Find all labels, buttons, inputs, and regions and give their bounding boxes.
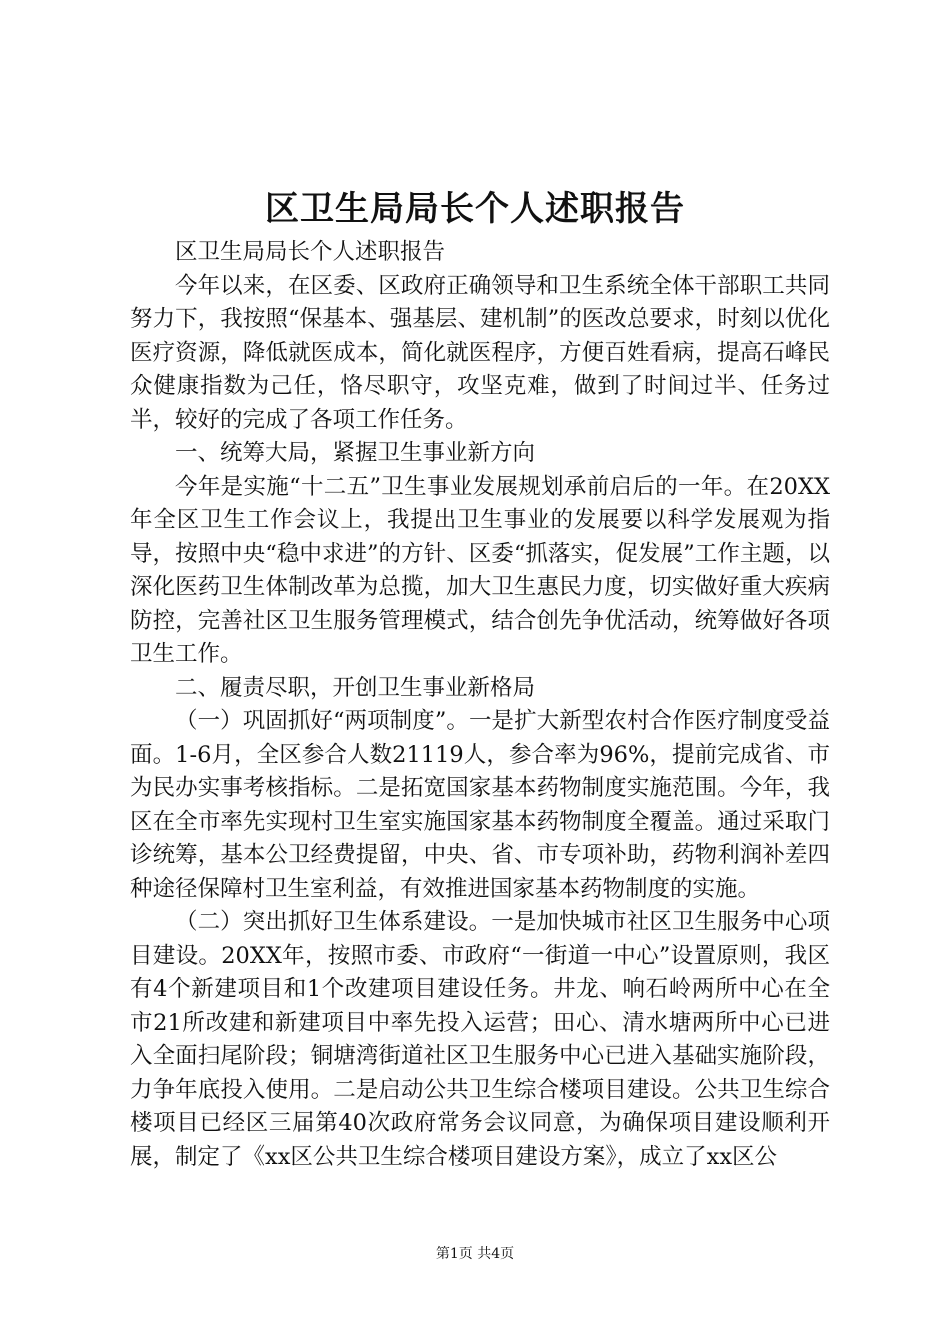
paragraph-section-1: 今年是实施“十二五”卫生事业发展规划承前启后的一年。在20XX年全区卫生工作会议上，我提出卫生事业的发展要以科学发展观为指导，按照中央“稳中求进”的方针、区委“抓落实，促发展”工作主题，以深化医药卫生体制改革为总揽，加大卫生惠民力度，切实做好重大疾病防控，完善社区卫生服务管理模式，结合创先争优活动，统筹做好各项卫生工作。 [130, 473, 830, 667]
section-heading-2: 二、履责尽职，开创卫生事业新格局 [175, 674, 536, 701]
paragraph-subsection-1: （一）巩固抓好“两项制度”。一是扩大新型农村合作医疗制度受益面。1-6月，全区参合人数21119人，参合率为96%，提前完成省、市为民办实事考核指标。二是拓宽国家基本药物制度实施范围。今年，我区在全市率先实现村卫生室实施国家基本药物制度全覆盖。通过采取门诊统筹，基本公卫经费提留，中央、省、市专项补助，药物利润补差四种途径保障村卫生室利益，有效推进国家基本药物制度的实施。 [130, 708, 830, 902]
section-heading-1: 一、统筹大局，紧握卫生事业新方向 [175, 440, 536, 466]
paragraph-intro: 今年以来，在区委、区政府正确领导和卫生系统全体干部职工共同努力下，我按照“保基本、强基层、建机制”的医改总要求，时刻以优化医疗资源，降低就医成本，简化就医程序，方便百姓看病，提高石峰民众健康指数为己任，恪尽职守，攻坚克难，做到了时间过半、任务过半，较好的完成了各项工作任务。 [130, 272, 830, 433]
paragraph-heading: 区卫生局局长个人述职报告 [175, 239, 446, 265]
document-title: 区卫生局局长个人述职报告 [265, 189, 685, 229]
document-body [130, 236, 830, 1174]
paragraph-subsection-2: （二）突出抓好卫生体系建设。一是加快城市社区卫生服务中心项目建设。20XX年，按照市委、市政府“一街道一中心”设置原则，我区有4个新建项目和1个改建项目建设任务。井龙、响石岭两所中心在全市21所改建和新建项目中率先投入运营；田心、清水塘两所中心已进入全面扫尾阶段；铜塘湾街道社区卫生服务中心已进入基础实施阶段，力争年底投入使用。二是启动公共卫生综合楼项目建设。公共卫生综合楼项目已经区三届第40次政府常务会议同意，为确保项目建设顺利开展，制定了《xx区公共卫生综合楼项目建设方案》，成立了xx区公 [130, 909, 830, 1170]
page-footer: 第1页 共4页 [435, 1246, 515, 1262]
